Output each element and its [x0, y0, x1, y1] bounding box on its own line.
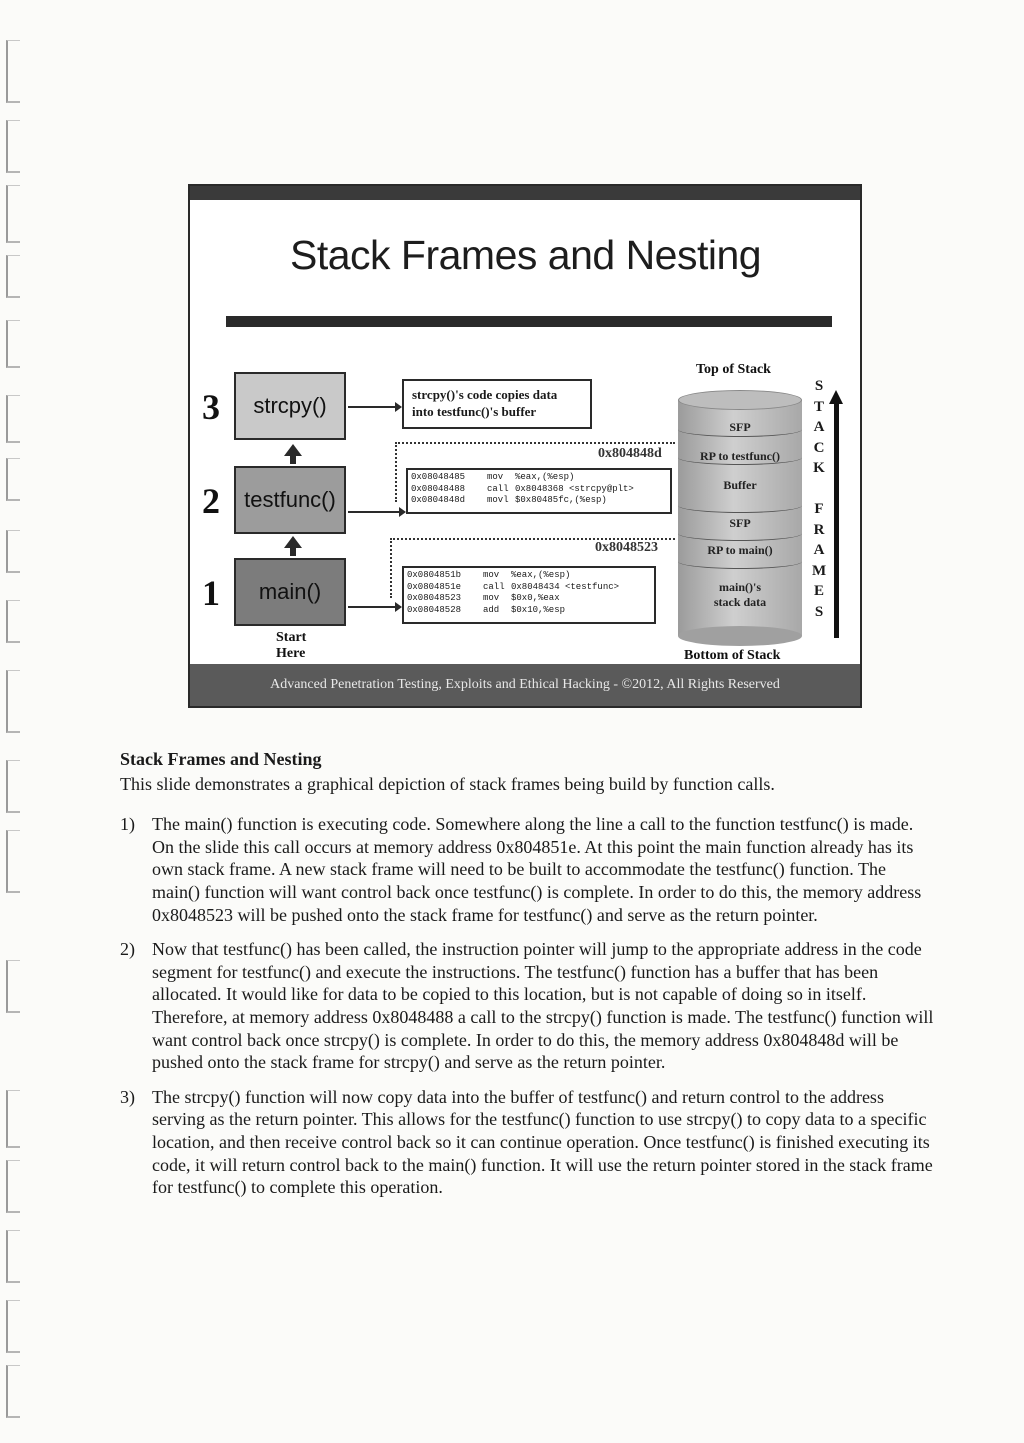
- binding-mark: [6, 1300, 20, 1353]
- list-item: [120, 813, 936, 926]
- letter: K: [813, 460, 825, 476]
- binding-mark: [6, 670, 20, 733]
- slide-top-bar: [190, 186, 860, 200]
- main-frame-box: main(): [234, 558, 346, 626]
- asm-row: 0x08048488 call 0x8048368 <strcpy@plt>: [411, 483, 634, 494]
- binding-mark: [6, 830, 20, 893]
- binding-mark: [6, 255, 20, 298]
- up-arrow-icon: [284, 536, 302, 548]
- item-text: The strcpy() function will now copy data into the buffer of testfunc() and return control to the address serving as the return pointer. This allows for the testfunc() function to use strcpy() to copy data to a specific location, and then receive control back so it can continue operation. Once testfunc() is finished executing its code, it will return control back to the main() function. It will use the return pointer stored in the stack frame for testfunc() to complete this operation.: [152, 1086, 933, 1198]
- asm-row: 0x08048523 mov $0x0,%eax: [407, 593, 560, 603]
- item-number: 1): [120, 814, 135, 835]
- binding-mark: [6, 320, 20, 368]
- dotted-connector: [395, 442, 397, 502]
- return-address-main: 0x8048523: [595, 540, 658, 555]
- binding-mark: [6, 458, 20, 501]
- item-text: Now that testfunc() has been called, the instruction pointer will jump to the appropriate address in the code segment for testfunc() and execute the instructions. The testfunc() function has a buffer that has been allocated. It would like for data to be copied to this location, but is not capable of doing so in itself. Therefore, at memory address 0x8048488 a call to the strcpy() function is made. The testfunc() function will want control back once strcpy() is complete. In order to do this, the memory address 0x804848d will be pushed onto the stack frame for strcpy() and serve as the return pointer.: [152, 939, 934, 1073]
- letter: C: [813, 439, 825, 456]
- notes-heading: Stack Frames and Nesting: [120, 749, 322, 769]
- title-rule: [226, 316, 832, 327]
- notes-section: [120, 748, 936, 1211]
- binding-mark: [6, 40, 20, 103]
- testfunc-frame-box: testfunc(): [234, 466, 346, 534]
- letter: R: [813, 521, 825, 538]
- notes-intro: This slide demonstrates a graphical depiction of stack frames being build by function calls.: [120, 773, 775, 794]
- letter: S: [814, 378, 824, 394]
- letter: M: [812, 562, 827, 579]
- slide-footer: Advanced Penetration Testing, Exploits and Ethical Hacking - ©2012, All Rights Reserved: [190, 664, 860, 706]
- slide-title: Stack Frames and Nesting: [290, 232, 762, 278]
- up-arrow-icon: [284, 444, 302, 456]
- letter: S: [814, 603, 824, 620]
- asm-row: 0x0804851b mov %eax,(%esp): [407, 570, 571, 580]
- binding-mark: [6, 760, 20, 813]
- asm-row: 0x0804851e call 0x8048434 <testfunc>: [407, 581, 620, 592]
- asm-row: 0x0804848d movl $0x80485fc,(%esp): [411, 495, 607, 505]
- dotted-connector: [395, 442, 675, 444]
- binding-mark: [6, 1160, 20, 1213]
- binding-mark: [6, 1365, 20, 1418]
- bottom-of-stack-label: Bottom of Stack: [684, 648, 781, 663]
- item-number: 2): [120, 939, 135, 960]
- arrow-right-icon: [348, 406, 400, 408]
- list-item: [120, 938, 936, 1074]
- binding-mark: [6, 185, 20, 243]
- binding-mark: [6, 1230, 20, 1283]
- frame-number: 3: [202, 387, 220, 427]
- binding-mark: [6, 530, 20, 573]
- return-address-testfunc: 0x804848d: [598, 446, 662, 461]
- stack-segment-buffer: Buffer: [723, 478, 757, 492]
- letter: A: [813, 419, 825, 435]
- stack-divider: [678, 498, 802, 513]
- stack-segment-rp-main: RP to main(): [707, 543, 773, 557]
- binding-mark: [6, 120, 20, 173]
- stack-segment-rp-testfunc: RP to testfunc(): [700, 449, 780, 463]
- stack-segment-sfp: SFP: [729, 516, 751, 530]
- binding-mark: [6, 1090, 20, 1148]
- top-of-stack-label: Top of Stack: [696, 362, 771, 377]
- binding-mark: [6, 600, 20, 643]
- stack-frames-vertical-label: [812, 376, 826, 622]
- binding-mark: [6, 395, 20, 443]
- stack-top: [678, 390, 802, 410]
- item-text: The main() function is executing code. Somewhere along the line a call to the function testfunc() is made. On the slide this call occurs at memory address 0x804851e. At this point the main function already has its own stack frame. A new stack frame will need to be built to accommodate the testfunc() function. The main() function will want control back once testfunc() is complete. In order to do this, the memory address 0x8048523 will be pushed onto the stack frame for testfunc() and serve as the return pointer.: [152, 814, 922, 925]
- start-here-label: Start Here: [276, 630, 307, 661]
- letter-gap: [812, 479, 826, 500]
- binding-mark: [6, 960, 20, 1013]
- arrow-right-icon: [348, 606, 400, 608]
- letter: E: [813, 583, 824, 599]
- strcpy-frame-box: strcpy(): [234, 372, 346, 440]
- dotted-connector: [390, 538, 392, 598]
- main-assembly: [402, 566, 656, 624]
- stack-segment-main-data: main()'s stack data: [713, 580, 767, 609]
- letter: F: [814, 501, 824, 517]
- frame-number: 2: [202, 481, 220, 521]
- list-item: [120, 1086, 936, 1199]
- asm-row: 0x08048485 mov %eax,(%esp): [411, 472, 575, 482]
- frame-number: 1: [202, 573, 220, 613]
- stack-segment-sfp: SFP: [729, 420, 751, 434]
- stack-bottom: [678, 626, 802, 646]
- up-arrow-icon: [834, 404, 839, 638]
- stack-cylinder: [678, 390, 802, 646]
- asm-row: 0x08048528 add $0x10,%esp: [407, 604, 566, 615]
- item-number: 3): [120, 1086, 135, 1107]
- strcpy-note: strcpy()'s code copies data into testfunc()'s buffer: [402, 379, 592, 429]
- slide-image: [188, 184, 862, 708]
- letter: A: [813, 542, 825, 558]
- letter: T: [813, 398, 824, 415]
- testfunc-assembly: [406, 468, 672, 514]
- arrow-right-icon: [348, 511, 404, 513]
- binding-margin: [0, 0, 40, 1443]
